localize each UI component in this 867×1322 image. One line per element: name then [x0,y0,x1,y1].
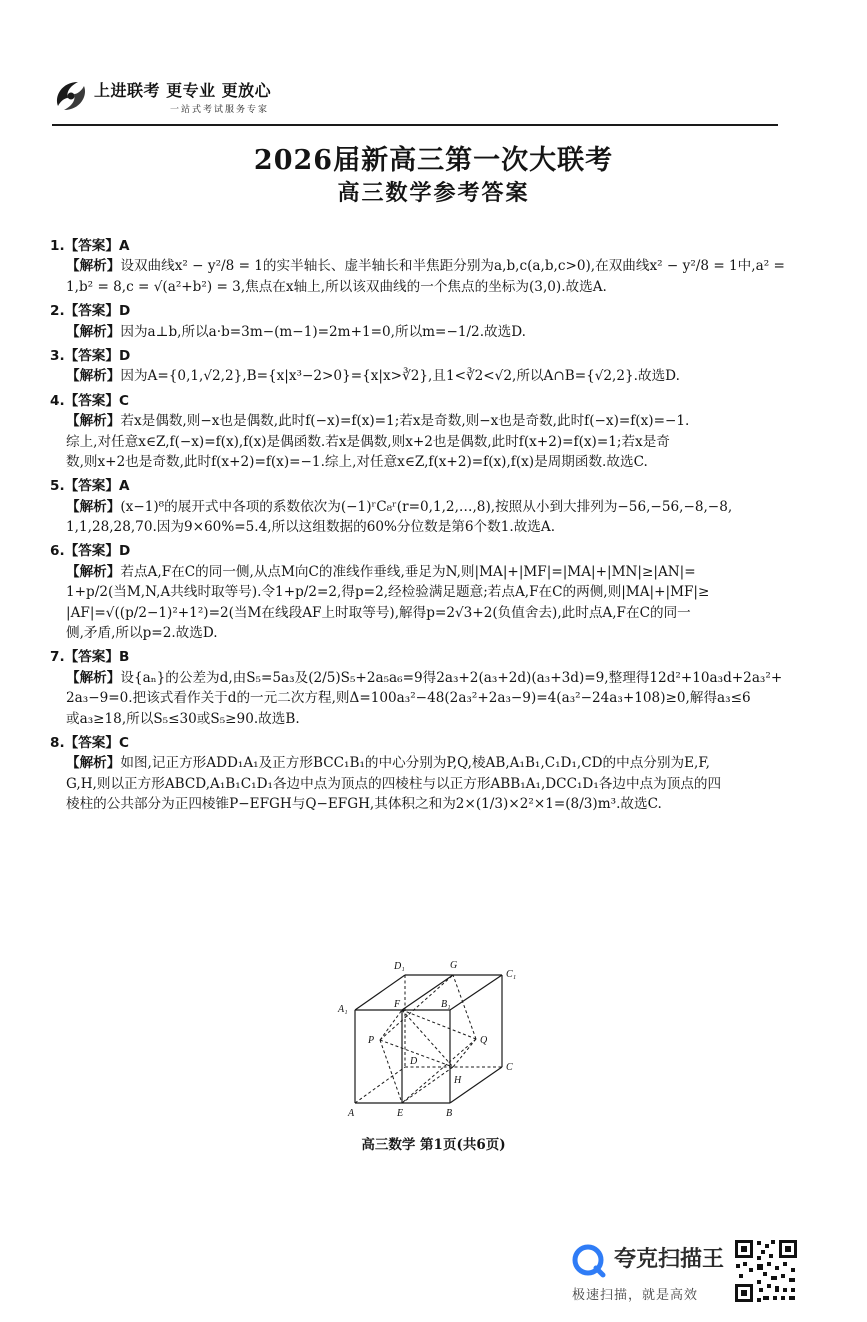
q6-answer: 6.【答案】D [50,543,131,560]
q3-analysis [50,366,785,386]
label-E: E [397,1108,404,1119]
analysis-line: 侧,矛盾,所以p=2.故选D. [66,625,218,642]
label-P: P [368,1035,375,1046]
q7-answer: 7.【答案】B [50,649,130,666]
q8-analysis [50,753,785,814]
q7-analysis [50,668,785,729]
analysis-line: 综上,对任意x∈Z,f(−x)=f(x),f(x)是偶函数.若x是偶数,则x+2也是偶数,此时f(x+2)=f(x)=1;若x是奇 [66,433,670,450]
q2-analysis [50,322,785,342]
scanner-logo-icon [572,1244,606,1278]
scanner-tagline: 极速扫描，就是高效 [572,1288,699,1303]
answer-content [50,232,785,815]
q4-analysis [50,411,785,472]
label-D1: D₁ [394,961,405,972]
q6-analysis [50,562,785,644]
page-subtitle: 高三数学参考答案 [337,181,530,206]
brand-slogan: 上进联考 更专业 更放心 [94,81,272,100]
label-Q: Q [480,1035,488,1046]
q5-answer: 5.【答案】A [50,478,130,495]
label-H: H [454,1075,462,1086]
analysis-line: 1+p/2(当M,N,A共线时取等号).令1+p/2=2,得p=2,经检验满足题意;若点A,F在C的两侧,则|MA|+|MF|≥ [66,584,710,601]
q5-analysis [50,497,785,538]
scanner-watermark [570,1240,730,1310]
analysis-line: 2a₃−9=0.把该式看作关于d的一元二次方程,则Δ=100a₃²−48(2a₃²+2a₃−9)=4(a₃²−24a₃+108)≥0,解得a₃≤6 [66,690,751,707]
label-F: F [394,999,401,1010]
label-A1: A₁ [338,1004,348,1015]
page-title: 2026届新高三第一次大联考 [253,145,614,176]
brand-header [52,74,292,120]
analysis-line: 【解析】设{aₙ}的公差为d,由S₅=5a₃及(2/5)S₅+2a₅a₆=9得2a₃+2(a₃+2d)(a₃+3d)=9,整理得12d²+10a₃d+2a₃²+ [66,669,783,686]
analysis-line: 【解析】因为a⊥b,所以a·b=3m−(m−1)=2m+1=0,所以m=−1/2.故选D. [66,323,526,340]
analysis-line: 或a₃≥18,所以S₅≤30或S₅≥90.故选B. [66,710,300,727]
analysis-line: 【解析】因为A={0,1,√2,2},B={x|x³−2>0}={x|x>∛2},且1<∛2<√2,所以A∩B={√2,2}.故选D. [66,368,680,385]
analysis-line: 1,1,28,28,70.因为9×60%=5.4,所以这组数据的60%分位数是第6个数1.故选A. [66,519,556,536]
label-C: C [506,1062,513,1073]
label-B: B [446,1108,453,1119]
q1-answer: 1.【答案】A [50,238,130,254]
analysis-line: 【解析】(x−1)⁸的展开式中各项的系数依次为(−1)ʳC₈ʳ(r=0,1,2,…,8),按照从小到大排列为−56,−56,−8,−8, [66,498,733,515]
analysis-line: 1,b² = 8,c = √(a²+b²) = 3,焦点在x轴上,所以该双曲线的一个焦点的坐标为(3,0).故选A. [66,278,607,295]
analysis-line: G,H,则以正方形ABCD,A₁B₁C₁D₁各边中点为顶点的四棱柱与以正方形ABB₁A₁,DCC₁D₁各边中点为顶点的四 [66,775,722,792]
brand-logo-icon [52,76,90,116]
analysis-line: 【解析】设双曲线x² − y²/8 = 1的实半轴长、虚半轴长和半焦距分别为a,b,c(a,b,c>0),在双曲线x² − y²/8 = 1中,a² = [66,258,785,275]
q1-analysis [50,256,785,297]
page-footer: 高三数学 第1页(共6页) [361,1137,506,1153]
q2-answer: 2.【答案】D [50,303,131,320]
label-D: D [410,1056,418,1067]
qr-code-icon [733,1238,799,1304]
q3-answer: 3.【答案】D [50,347,131,364]
header-rule [52,124,778,126]
analysis-line: 数,则x+2也是奇数,此时f(x+2)=f(x)=−1.综上,对任意x∈Z,f(x+2)=f(x),f(x)是周期函数.故选C. [66,453,648,470]
analysis-line: 棱柱的公共部分为正四棱锥P−EFGH与Q−EFGH,其体积之和为2×(1/3)×2²×1=(8/3)m³.故选C. [66,796,662,813]
brand-subslogan: 一站式考试服务专家 [170,105,270,115]
scanner-app-name: 夸克扫描王 [614,1247,725,1272]
analysis-line: |AF|=√((p/2−1)²+1²)=2(当M在线段AF上时取等号),解得p=2√3+2(负值舍去),此时点A,F在C的同一 [66,604,691,621]
label-B1: B₁ [441,999,451,1010]
label-C1: C₁ [506,969,517,980]
analysis-line: 【解析】若点A,F在C的同一侧,从点M向C的准线作垂线,垂足为N,则|MA|+|MF|=|MA|+|MN|≥|AN|= [66,563,696,580]
cube-figure [330,955,530,1120]
q8-answer: 8.【答案】C [50,734,129,751]
analysis-line: 【解析】如图,记正方形ADD₁A₁及正方形BCC₁B₁的中心分别为P,Q,棱AB,A₁B₁,C₁D₁,CD的中点分别为E,F, [66,755,710,772]
label-A: A [348,1108,355,1119]
q4-answer: 4.【答案】C [50,392,129,409]
analysis-line: 【解析】若x是偶数,则−x也是偶数,此时f(−x)=f(x)=1;若x是奇数,则−x也是奇数,此时f(−x)=f(x)=−1. [66,413,690,430]
label-G: G [450,960,458,971]
